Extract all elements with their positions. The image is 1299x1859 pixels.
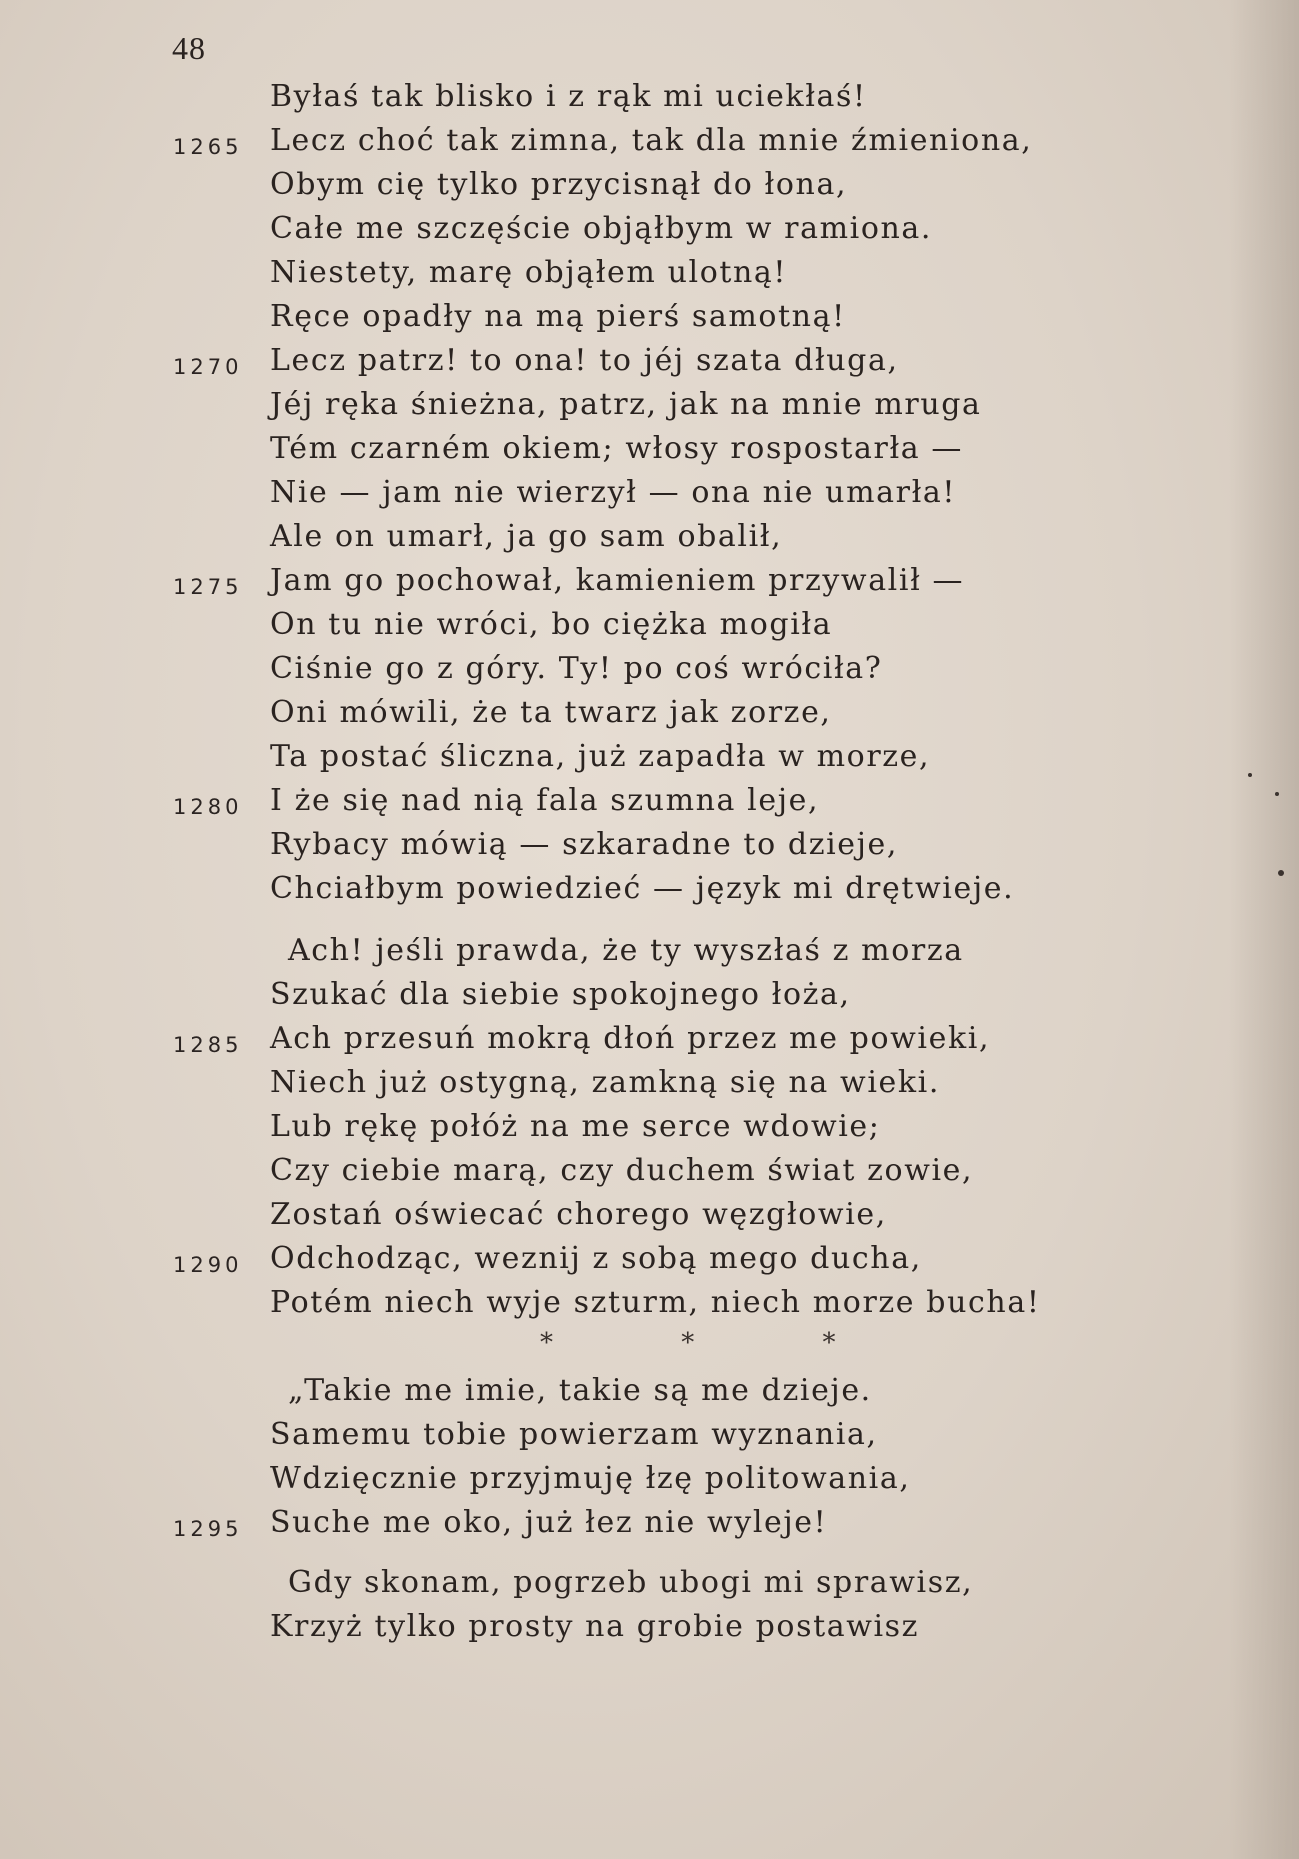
verse-text: Ciśnie go z góry. Ty! po coś wróciła? — [270, 651, 883, 686]
verse-text: Lecz patrz! to ona! to jéj szata długa, — [270, 343, 899, 378]
verse-text: Wdzięcznie przyjmuję łzę politowania, — [270, 1461, 911, 1496]
verse-text: Ach! jeśli prawda, że ty wyszłaś z morza — [288, 933, 964, 968]
ink-speck-decoration — [1248, 773, 1252, 777]
verse-text: Jam go pochował, kamieniem przywalił — — [270, 563, 965, 598]
verse-text: „Takie me imie, takie są me dzieje. — [288, 1373, 872, 1408]
verse-text: Czy ciebie marą, czy duchem świat zowie, — [270, 1153, 974, 1188]
verse-text: Niech już ostygną, zamkną się na wieki. — [270, 1065, 940, 1100]
verse-text: Obym cię tylko przycisnął do łona, — [270, 167, 848, 202]
verse-text: On tu nie wróci, bo ciężka mogiła — [270, 607, 833, 642]
verse-number: 1290 — [173, 1253, 243, 1277]
verse-text: Ale on umarł, ja go sam obalił, — [270, 519, 783, 554]
verse-text: Lub rękę połóż na me serce wdowie; — [270, 1109, 881, 1144]
verse-text: Szukać dla siebie spokojnego łoża, — [270, 977, 851, 1012]
verse-text: Całe me szczęście objąłbym w ramiona. — [270, 211, 933, 246]
verse-text: Ta postać śliczna, już zapadła w morze, — [270, 739, 931, 774]
ink-speck-decoration — [1278, 870, 1284, 876]
verse-text: Rybacy mówią — szkaradne to dzieje, — [270, 827, 899, 862]
verse-text: Suche me oko, już łez nie wyleje! — [270, 1505, 828, 1540]
verse-text: Krzyż tylko prosty na grobie postawisz — [270, 1609, 920, 1644]
verse-text: Niestety, marę objąłem ulotną! — [270, 255, 788, 290]
verse-number: 1280 — [173, 795, 243, 819]
verse-text: Chciałbym powiedzieć — język mi drętwieje. — [270, 871, 1015, 906]
verse-text: Samemu tobie powierzam wyznania, — [270, 1417, 878, 1452]
verse-number: 1265 — [173, 135, 243, 159]
ink-speck-decoration — [1275, 792, 1279, 796]
verse-text: Gdy skonam, pogrzeb ubogi mi sprawisz, — [288, 1565, 974, 1600]
verse-text: Zostań oświecać chorego węzgłowie, — [270, 1197, 887, 1232]
verse-number: 1275 — [173, 575, 243, 599]
verse-text: Jéj ręka śnieżna, patrz, jak na mnie mruga — [270, 387, 982, 422]
verse-number: 1295 — [173, 1517, 243, 1541]
verse-text: Oni mówili, że ta twarz jak zorze, — [270, 695, 832, 730]
section-divider: * * * — [540, 1328, 896, 1358]
verse-text: Ręce opadły na mą pierś samotną! — [270, 299, 846, 334]
verse-text: Ach przesuń mokrą dłoń przez me powieki, — [270, 1021, 991, 1056]
verse-text: Byłaś tak blisko i z rąk mi uciekłaś! — [270, 79, 867, 114]
verse-text: Potém niech wyje szturm, niech morze bucha! — [270, 1285, 1041, 1320]
verse-text: Nie — jam nie wierzył — ona nie umarła! — [270, 475, 957, 510]
verse-text: Tém czarném okiem; włosy rospostarła — — [270, 431, 964, 466]
verse-number: 1285 — [173, 1033, 243, 1057]
verse-text: I że się nad nią fala szumna leje, — [270, 783, 820, 818]
verse-text: Lecz choć tak zimna, tak dla mnie źmieniona, — [270, 123, 1033, 158]
page-number: 48 — [172, 30, 206, 66]
page-edge-shadow — [1229, 0, 1299, 1859]
verse-text: Odchodząc, weznij z sobą mego ducha, — [270, 1241, 922, 1276]
verse-number: 1270 — [173, 355, 243, 379]
